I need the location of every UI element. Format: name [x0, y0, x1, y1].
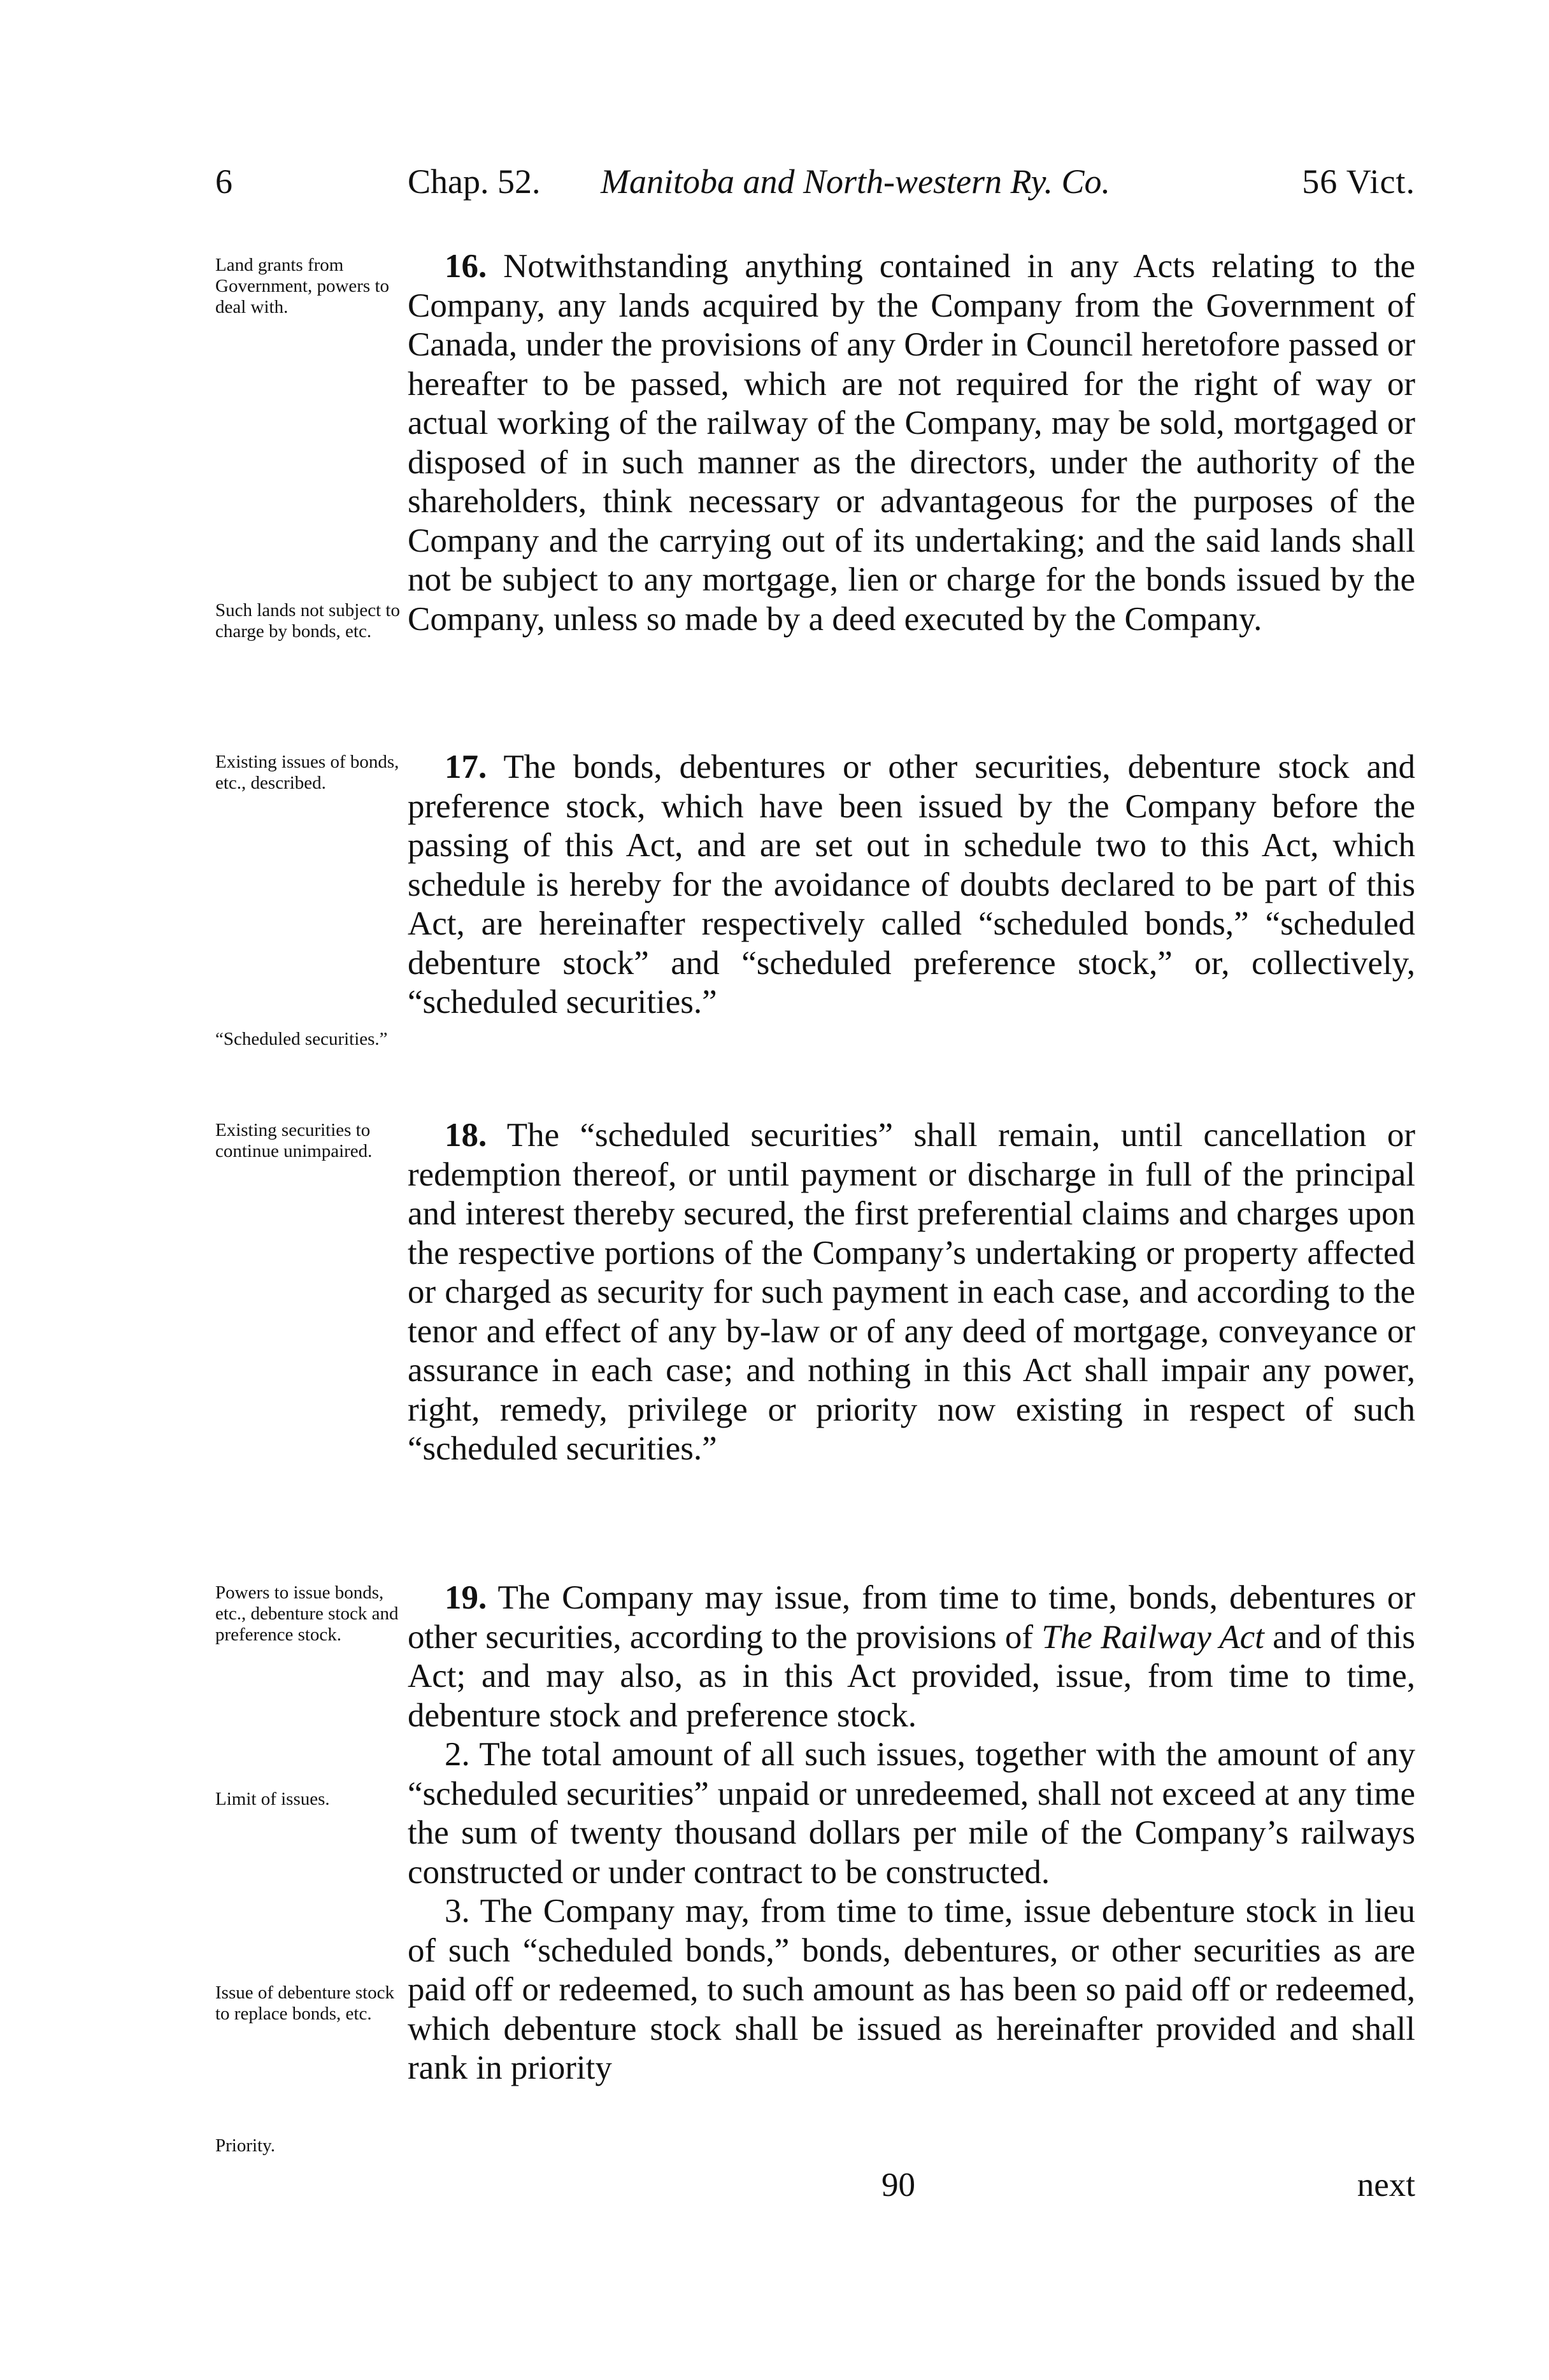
section-17-paragraph — [408, 748, 1415, 1022]
section-17-text: The bonds, debentures or other securities, debenture stock and preference stock, which have been issued by the Company before the passing of this Act, and are set out in schedule two to this Act, which schedule is hereby for the avoidance of doubts declared to be part of this Act, are hereinafter respectively called “scheduled bonds,” “scheduled debenture stock” and “scheduled preference stock,” or, collectively, “scheduled securities.” — [408, 749, 1416, 1021]
section-17 — [408, 748, 1415, 1022]
section-19 — [408, 1579, 1415, 2088]
margin-note-existing-securities: Existing securities to continue unimpaired. — [215, 1120, 373, 1161]
section-19-text-before: The Company may issue, from time to time, bonds, debentures or other securities, according to the provisions of — [408, 1579, 1415, 1656]
margin-note-land-grants: Land grants from Government, powers to deal with. — [215, 255, 390, 317]
footer-page-number: 90 — [882, 2167, 915, 2204]
page-number: 6 — [215, 162, 232, 201]
running-header — [215, 153, 1415, 210]
catchword: next — [1357, 2167, 1415, 2204]
section-17-number: 17. — [445, 749, 487, 785]
chapter-label: Chap. 52. — [408, 162, 541, 201]
margin-note-priority: Priority. — [215, 2135, 275, 2156]
section-19-subsection-3: 3. The Company may, from time to time, issue debenture stock in lieu of such “scheduled bonds,” bonds, debentures, or other securities as are paid off or redeemed, to such amount as has been so paid off or redeemed, which debenture stock shall be issued as hereinafter provided and shall rank in priority — [408, 1893, 1415, 2086]
section-16-text: Notwithstanding anything contained in any Acts relating to the Company, any lands acquired by the Company from the Government of Canada, under the provisions of any Order in Council heretofore passed or hereafter to be passed, which are not required for the right of way or actual working of the railway of the Company, may be sold, mortgaged or disposed of in such manner as the directors, under the authority of the shareholders, think necessary or advantageous for the purposes of the Company and the carrying out of its undertaking; and the said lands shall not be subject to any mortgage, lien or charge for the bonds issued by the Company, unless so made by a deed executed by the Company. — [408, 248, 1415, 638]
margin-note-such-lands: Such lands not subject to charge by bonds, etc. — [215, 600, 400, 642]
section-18-paragraph — [408, 1116, 1415, 1469]
page-footer — [408, 2163, 1415, 2207]
margin-note-existing-issues: Existing issues of bonds, etc., described. — [215, 752, 399, 793]
act-title: Manitoba and North-western Ry. Co. — [601, 162, 1111, 201]
section-16 — [408, 247, 1415, 639]
regnal-year: 56 Vict. — [1302, 162, 1415, 201]
section-16-paragraph — [408, 247, 1415, 639]
section-19-subsection-2: 2. The total amount of all such issues, together with the amount of any “scheduled securities” unpaid or unredeemed, shall not exceed at any time the sum of twenty thousand dollars per mile of the Company’s railways constructed or under contract to be constructed. — [408, 1736, 1415, 1891]
margin-note-limit-of-issues: Limit of issues. — [215, 1789, 330, 1809]
margin-note-powers-to-issue: Powers to issue bonds, etc., debenture stock and preference stock. — [215, 1582, 399, 1645]
section-19-paragraph — [408, 1579, 1415, 1735]
section-18-text: The “scheduled securities” shall remain, until cancellation or redemption thereof, or until payment or discharge in full of the principal and interest thereby secured, the first preferential claims and charges upon the respective portions of the Company’s undertaking or property affected or charged as security for such payment in each case, and according to the tenor and effect of any by-law or of any deed of mortgage, conveyance or assurance in each case; and nothing in this Act shall impair any power, right, remedy, privilege or priority now existing in respect of such “scheduled securities.” — [408, 1117, 1416, 1467]
section-18-number: 18. — [445, 1117, 487, 1154]
section-19-text-after: and of this Act; and may also, as in this Act provided, issue, from time to time, debenture stock and preference stock. — [408, 1618, 1416, 1734]
margin-note-issue-debenture-stock: Issue of debenture stock to replace bonds, etc. — [215, 1982, 395, 2024]
margin-note-scheduled-securities: “Scheduled securities.” — [215, 1029, 388, 1049]
section-18 — [408, 1116, 1415, 1469]
railway-act-name: The Railway Act — [1041, 1618, 1264, 1656]
section-16-number: 16. — [445, 248, 487, 285]
section-19-number: 19. — [445, 1579, 487, 1616]
